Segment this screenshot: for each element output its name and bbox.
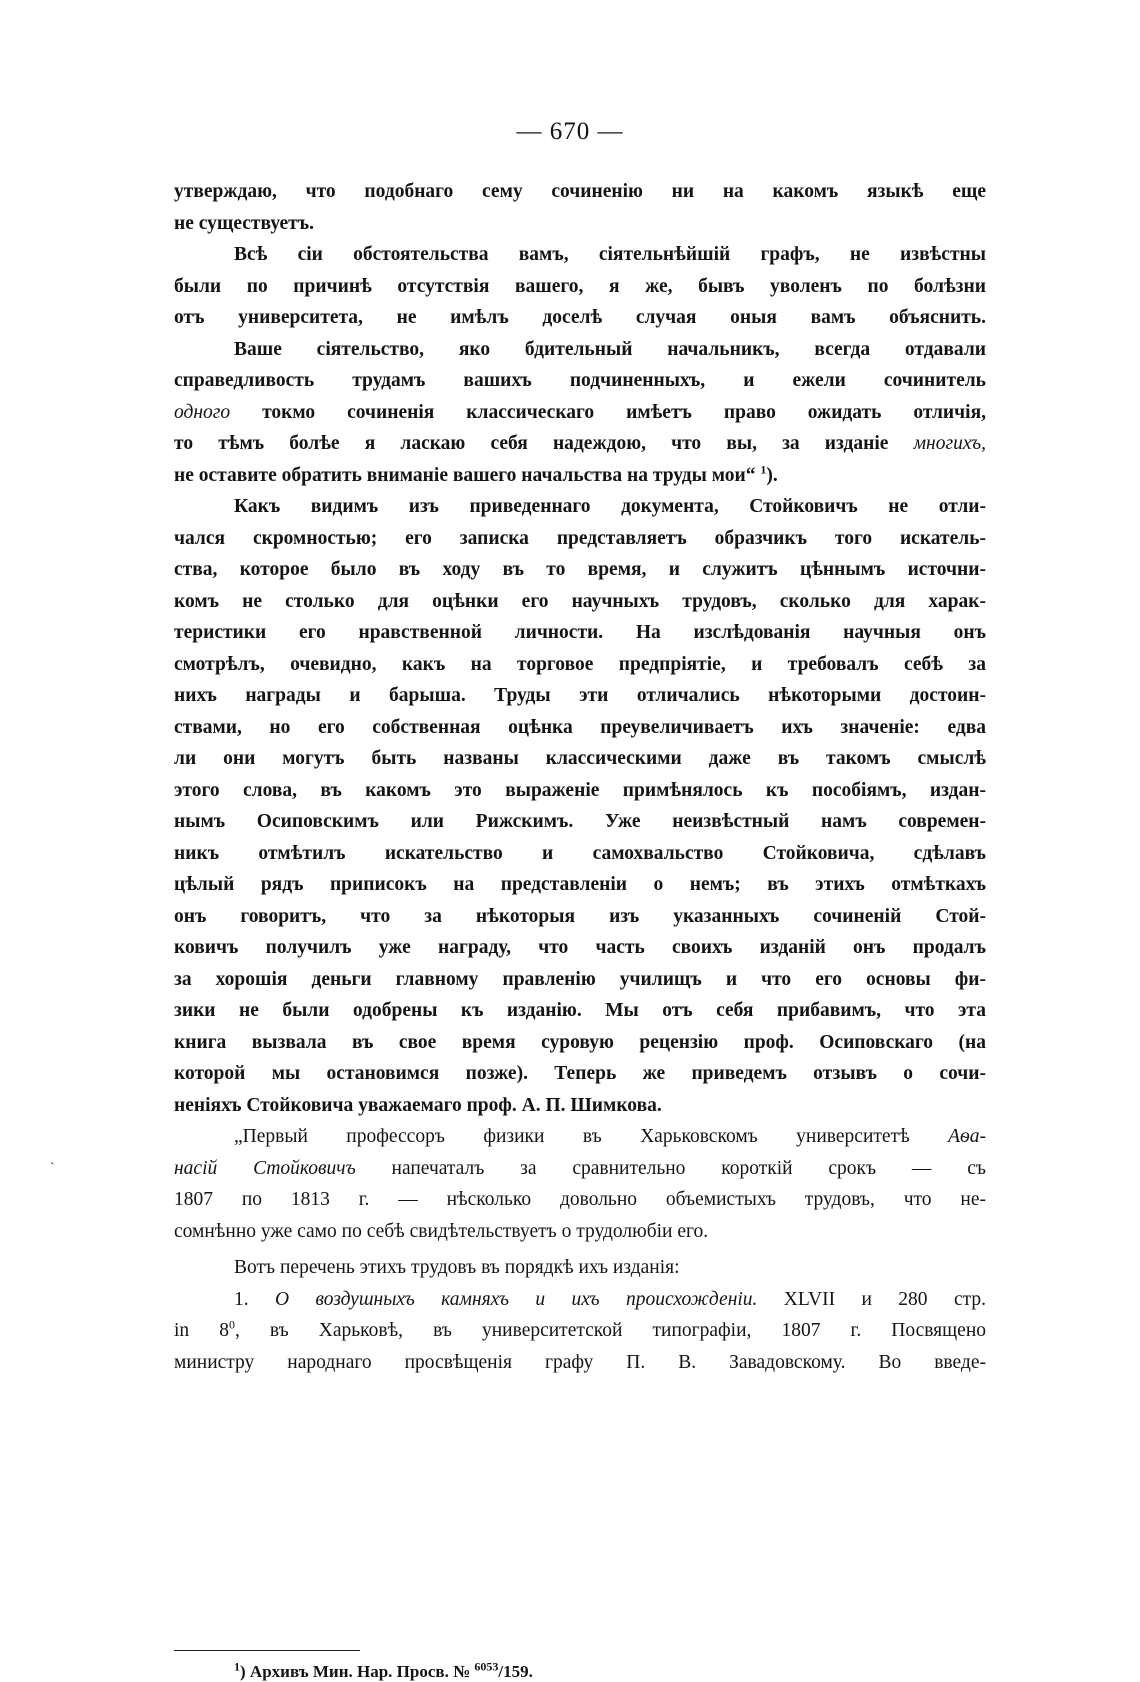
text-line (174, 1252, 986, 1284)
text-line (174, 1090, 986, 1122)
text-line (174, 932, 986, 964)
text-line (174, 869, 986, 901)
text-line (174, 995, 986, 1027)
body-text (174, 176, 986, 1378)
line-text: отъ университета, не имѣлъ доселѣ случая оныя вамъ объяснить. (174, 307, 986, 328)
line-text: нымъ Осиповскимъ или Рижскимъ. Уже неизвѣстный намъ современ- (174, 811, 986, 832)
text-line (174, 743, 986, 775)
text-line (174, 428, 986, 460)
text-line (174, 460, 986, 492)
footnote (234, 1659, 533, 1682)
stray-mark: ` (50, 1161, 55, 1176)
line-text: Ваше сіятельство, яко бдительный начальникъ, всегда отдавали (234, 338, 986, 360)
text-line (174, 712, 986, 744)
line-text: ковичъ получилъ уже награду, что часть своихъ изданій онъ продалъ (174, 937, 986, 958)
line-text: неніяхъ Стойковича уважаемаго проф. А. П. Шимкова. (174, 1094, 662, 1116)
text-line (174, 901, 986, 933)
line-text: книга вызвала въ свое время суровую рецензію проф. Осиповскаго (на (174, 1031, 986, 1053)
line-text: , въ Харьковѣ, въ университетской типографіи, 1807 г. Посвящено (234, 1320, 986, 1341)
line-text: Вотъ перечень этихъ трудовъ въ порядкѣ ихъ изданія: (234, 1257, 680, 1278)
text-line (174, 775, 986, 807)
text-line (174, 649, 986, 681)
line-text: Какъ видимъ изъ приведеннаго документа, Стойковичъ не отли- (234, 496, 986, 517)
line-text: ). (766, 464, 778, 486)
superscript: 0 (228, 1317, 235, 1332)
line-text: за хорошія деньги главному правленію училищъ и что его основы фи- (174, 968, 986, 990)
line-text: теристики его нравственной личности. На изслѣдованія научныя онъ (174, 622, 986, 643)
italic-text: Аѳа- (948, 1126, 986, 1147)
line-text: то тѣмъ болѣе я ласкаю себя надеждою, что вы, за изданіе (174, 433, 914, 454)
line-text: которой мы остановимся позже). Теперь же приведемъ отзывъ о сочи- (174, 1063, 986, 1084)
italic-text: одного (174, 401, 231, 423)
text-line (174, 1027, 986, 1059)
text-line (174, 1284, 986, 1316)
line-text: ства, которое было въ ходу въ то время, и служитъ цѣннымъ источни- (174, 559, 986, 580)
text-line (174, 208, 986, 240)
line-text: сомнѣнно уже само по себѣ свидѣтельствуетъ о трудолюбіи его. (174, 1220, 709, 1242)
text-line (174, 334, 986, 366)
text-line (174, 1315, 986, 1347)
line-text: онъ говоритъ, что за нѣкоторыя изъ указанныхъ сочиненій Стой- (174, 905, 986, 927)
line-text: in 8 (174, 1320, 229, 1341)
line-text: XLVII и 280 стр. (757, 1288, 986, 1310)
line-text: министру народнаго просвѣщенія графу П. В. Завадовскому. Во введе- (174, 1351, 986, 1373)
line-text: Всѣ сіи обстоятельства вамъ, сіятельнѣйшій графъ, не извѣстны (234, 244, 986, 265)
text-line (174, 491, 986, 523)
text-line (174, 554, 986, 586)
line-text: „Первый профессоръ физики въ Харьковскомъ университетѣ (234, 1126, 949, 1147)
footnote-rule (174, 1650, 360, 1651)
line-text: не оставите обратить вниманіе вашего начальства на труды мои“ (174, 464, 761, 486)
line-text: не существуетъ. (174, 212, 314, 234)
footnote-ref-num: 6053 (474, 1659, 499, 1674)
text-line (174, 1347, 986, 1379)
line-text: справедливость трудамъ вашихъ подчиненныхъ, и ежели сочинитель (174, 370, 986, 391)
footnote-mark: 1 (234, 1659, 240, 1674)
text-line (174, 806, 986, 838)
text-line (174, 680, 986, 712)
line-text: никъ отмѣтилъ искательство и самохвальство Стойковича, сдѣлавъ (174, 842, 986, 864)
line-text: нихъ награды и барыша. Труды эти отличались нѣкоторыми достоин- (174, 685, 986, 706)
text-line (174, 1184, 986, 1216)
line-text: 1. (234, 1288, 276, 1310)
text-line (174, 1216, 986, 1248)
line-text: ли они могутъ быть названы классическими даже въ такомъ смыслѣ (174, 748, 986, 769)
footnote-ref: 1 (760, 462, 767, 476)
line-text: утверждаю, что подобнаго сему сочиненію ни на какомъ языкѣ еще (174, 181, 986, 202)
line-text: 1807 по 1813 г. — нѣсколько довольно объемистыхъ трудовъ, что не- (174, 1189, 986, 1210)
line-text: ствами, но его собственная оцѣнка преувеличиваетъ ихъ значеніе: едва (174, 716, 986, 738)
text-line (174, 397, 986, 429)
line-text: цѣлый рядъ приписокъ на представленіи о немъ; въ этихъ отмѣткахъ (174, 874, 986, 895)
footnote-ref-den: /159. (498, 1662, 533, 1681)
text-line (174, 239, 986, 271)
line-text: токмо сочиненія классическаго имѣетъ право ожидать отличія, (230, 401, 986, 423)
text-line (174, 1153, 986, 1185)
page-number: — 670 — (516, 118, 624, 145)
line-text: смотрѣлъ, очевидно, какъ на торговое предпріятіе, и требовалъ себѣ за (174, 653, 986, 675)
line-text: были по причинѣ отсутствія вашего, я же, бывъ уволенъ по болѣзни (174, 275, 986, 297)
text-line (174, 302, 986, 334)
line-text: напечаталъ за сравнительно короткій срокъ — съ (355, 1157, 986, 1179)
text-line (174, 964, 986, 996)
italic-text: О воздушныхъ камняхъ и ихъ происхожденіи. (275, 1288, 758, 1310)
text-line (174, 176, 986, 208)
italic-text: насій Стойковичъ (174, 1157, 356, 1179)
footnote-text: ) Архивъ Мин. Нар. Просв. № (240, 1662, 475, 1681)
text-line (174, 617, 986, 649)
text-line (174, 838, 986, 870)
text-line (174, 1058, 986, 1090)
text-line (174, 586, 986, 618)
line-text: комъ не столько для оцѣнки его научныхъ трудовъ, сколько для харак- (174, 590, 986, 612)
line-text: этого слова, въ какомъ это выраженіе примѣнялось къ пособіямъ, издан- (174, 779, 986, 801)
line-text: зики не были одобрены къ изданію. Мы отъ себя прибавимъ, что эта (174, 1000, 986, 1021)
line-text: чался скромностью; его записка представляетъ образчикъ того искатель- (174, 527, 986, 549)
text-line (174, 365, 986, 397)
italic-text: многихъ, (913, 433, 986, 454)
text-line (174, 1121, 986, 1153)
text-line (174, 523, 986, 555)
text-line (174, 271, 986, 303)
